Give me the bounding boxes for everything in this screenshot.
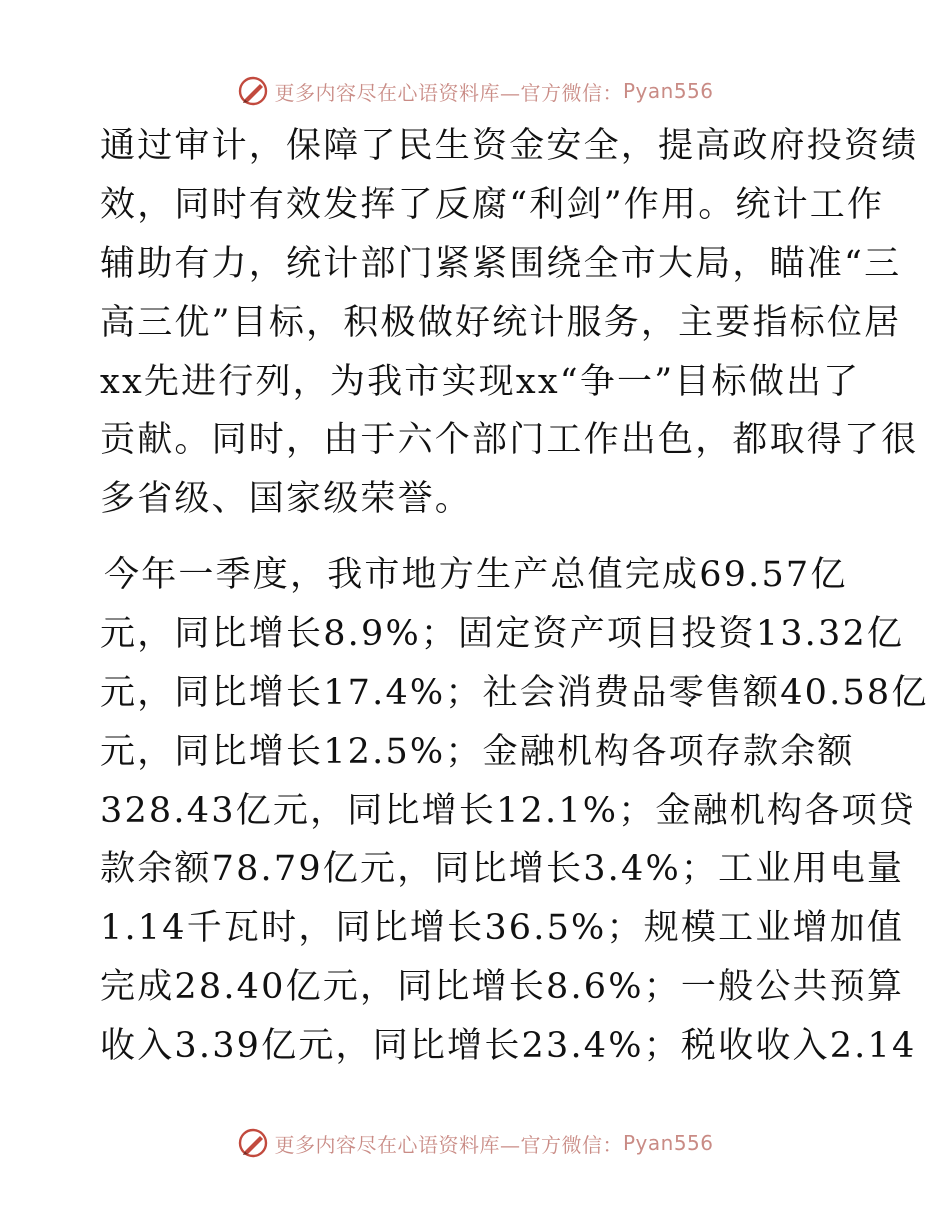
footer-watermark [0, 1126, 950, 1160]
pen-logo-icon [236, 1126, 270, 1160]
text-line: 完成28.40亿元，同比增长8.6%；一般公共预算 [100, 967, 905, 1008]
text-line: 元，同比增长12.5%；金融机构各项存款余额 [100, 731, 855, 772]
text-line: 多省级、国家级荣誉。 [100, 479, 473, 520]
header-watermark [0, 74, 950, 108]
text-line: 贡献。同时，由于六个部门工作出色，都取得了很 [100, 420, 919, 461]
text-line: 328.43亿元，同比增长12.1%；金融机构各项贷 [100, 790, 916, 831]
paragraph-2 [100, 546, 929, 1076]
text-line: 效，同时有效发挥了反腐“利剑”作用。统计工作 [100, 184, 885, 225]
watermark-handle: Pyan556 [622, 1131, 714, 1155]
text-line: 1.14千瓦时，同比增长36.5%；规模工业增加值 [100, 908, 905, 949]
watermark-handle: Pyan556 [622, 79, 714, 103]
text-line: 收入3.39亿元，同比增长23.4%；税收收入2.14 [100, 1026, 917, 1067]
watermark-text: 更多内容尽在心语资料库—官方微信： [274, 1132, 623, 1157]
text-line: 今年一季度，我市地方生产总值完成69.57亿 [104, 555, 848, 595]
paragraph-1 [100, 117, 919, 529]
text-line: 高三优”目标，积极做好统计服务，主要指标位居 [100, 302, 902, 343]
watermark-text: 更多内容尽在心语资料库—官方微信： [274, 80, 623, 105]
text-line: 元，同比增长8.9%；固定资产项目投资13.32亿 [100, 613, 905, 654]
pen-logo-icon [236, 74, 270, 108]
text-line: 辅助有力，统计部门紧紧围绕全市大局，瞄准“三 [100, 243, 902, 284]
text-line: xx先进行列，为我市实现xx“争一”目标做出了 [100, 361, 861, 402]
text-line: 通过审计，保障了民生资金安全，提高政府投资绩 [100, 126, 919, 166]
text-line: 款余额78.79亿元，同比增长3.4%；工业用电量 [100, 849, 905, 890]
text-line: 元，同比增长17.4%；社会消费品零售额40.58亿 [100, 672, 929, 713]
